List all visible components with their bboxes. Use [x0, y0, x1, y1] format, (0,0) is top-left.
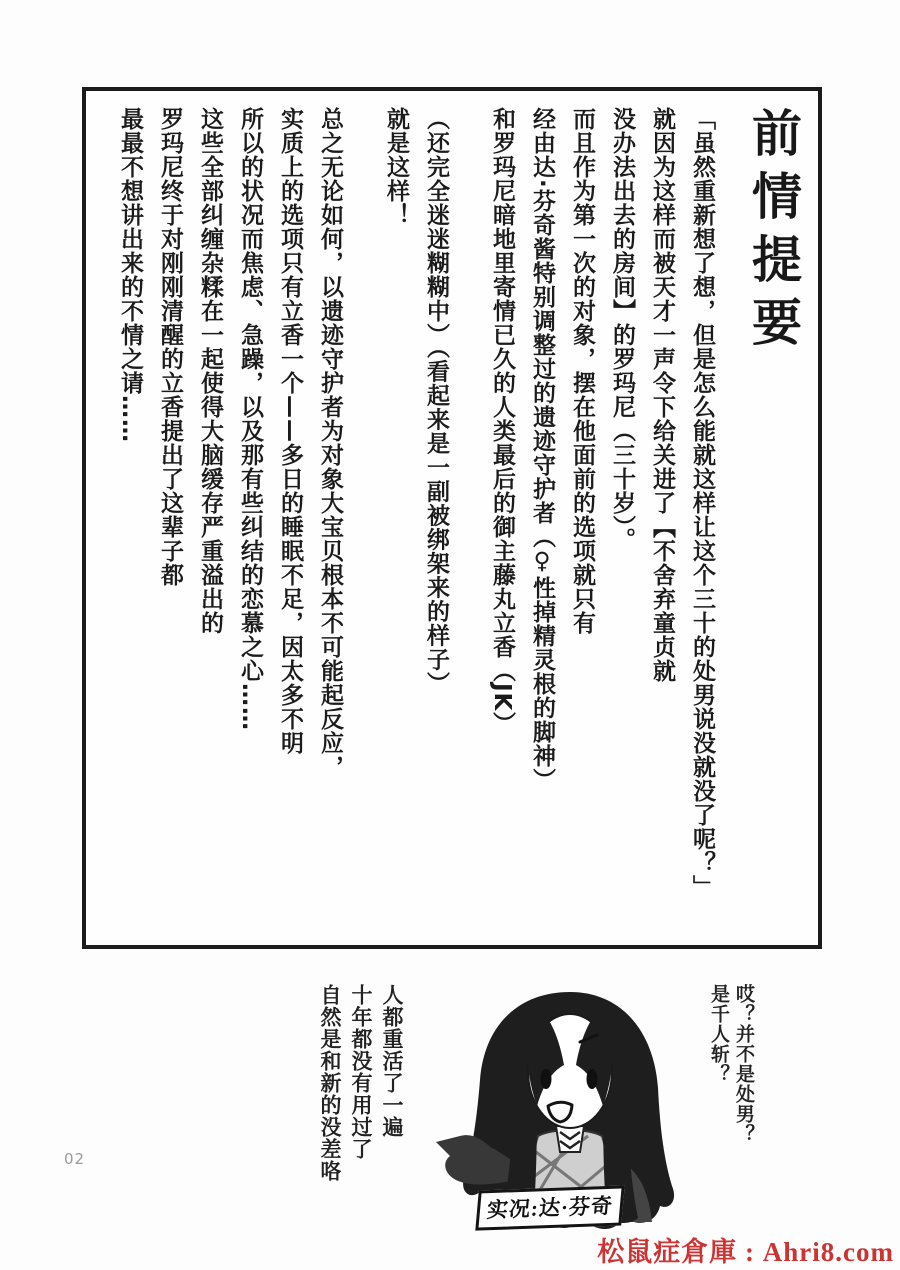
- recap-column-1: 「虽然重新想了想，但是怎么能就这样让这个三十的处男说没就没了呢？」: [689, 107, 715, 899]
- side-comment-left-line-2: 十年都没有用过了: [349, 984, 373, 1160]
- recap-column-9: 总之无论如何，以遗迹守护者为对象大宝贝根本不可能起反应，: [317, 107, 343, 779]
- vertical-text-flow: [100, 107, 810, 931]
- side-comment-left-line-1: 人都重活了一遍: [380, 984, 404, 1138]
- recap-column-7: （还完全迷迷糊糊中）（看起来是一副被绑架来的样子）: [423, 107, 449, 696]
- left-eye-icon: [541, 1069, 552, 1089]
- recap-column-10: 实质上的选项只有立香一个——多日的睡眠不足，因太多不明: [277, 107, 303, 755]
- recap-column-6: 和罗玛尼暗地里寄情已久的人类最后的御主藤丸立香（JK）: [489, 107, 515, 736]
- side-comment-right-line-2: 是千人斩？: [708, 984, 730, 1084]
- site-watermark: 松鼠症倉庫 : Ahri8.com: [597, 1237, 894, 1267]
- side-comment-right-line-1: 哎？并不是处男？: [733, 984, 755, 1144]
- recap-column-12: 这些全部纠缠杂糅在一起使得大脑缓存严重溢出的: [197, 107, 223, 635]
- side-comment-left-line-3: 自然是和新的没差咯: [318, 984, 342, 1182]
- recap-title: 前情提要: [744, 107, 802, 359]
- recap-column-5: 经由达·芬奇酱特别调整过的遗迹守护者（♀性掉精灵根的脚神）: [529, 107, 555, 792]
- recap-panel: [82, 87, 822, 949]
- recap-column-11: 所以的状况而焦虑、急躁，以及那有些纠结的恋慕之心……: [237, 107, 263, 731]
- recap-column-4: 而且作为第一次的对象，摆在他面前的选项就只有: [569, 107, 595, 635]
- recap-column-3: 没办法出去的房间】的罗玛尼（三十岁）。: [609, 107, 635, 552]
- recap-column-14: 最最不想讲出来的不情之请……: [117, 107, 143, 443]
- recap-column-8: 就是这样！: [383, 107, 409, 227]
- side-comment-left: [314, 984, 407, 1194]
- recap-column-2: 就因为这样而被天才一声令下给关进了【不舍弃童贞就: [649, 107, 675, 683]
- page-number: 02: [64, 1150, 86, 1168]
- recap-column-13: 罗玛尼终于对刚刚清醒的立香提出了这辈子都: [157, 107, 183, 587]
- right-eye-icon: [587, 1069, 598, 1089]
- commentator-sign: 实况:达·芬奇: [475, 1185, 624, 1230]
- side-comment-right: [706, 984, 756, 1184]
